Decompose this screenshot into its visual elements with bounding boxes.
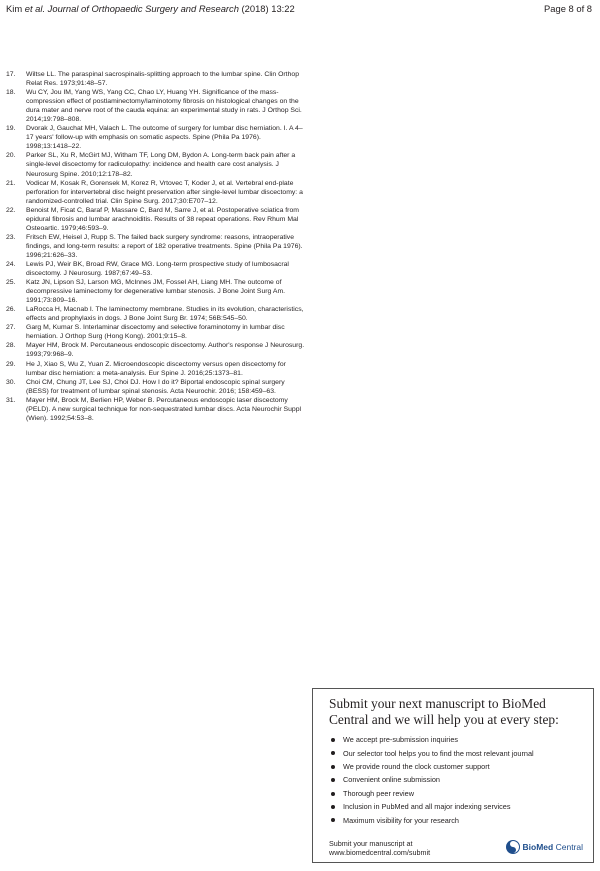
ad-bullet-item: [329, 773, 583, 786]
reference-number: 31.: [6, 396, 16, 404]
bullet-icon: [331, 778, 335, 782]
reference-text: Mayer HM, Brock M. Percutaneous endoscopic discectomy. Author's response J Neurosurg. 1993;79:968–9.: [26, 342, 305, 359]
reference-text: Wiltse LL. The paraspinal sacrospinalis-splitting approach to the lumbar spine. Clin Orthop Relat Res. 1973;91:48–57.: [26, 71, 300, 88]
reference-number: 18.: [6, 89, 16, 97]
reference-list: [6, 70, 306, 423]
reference-item: [6, 70, 306, 88]
logo-text-rest: Central: [553, 842, 583, 852]
reference-item: [6, 305, 306, 323]
ad-bullet-item: [329, 787, 583, 800]
ad-bullet-item: [329, 814, 583, 827]
bullet-icon: [331, 738, 335, 742]
bullet-icon: [331, 751, 335, 755]
submit-info: [329, 839, 430, 857]
reference-number: 24.: [6, 260, 16, 268]
biomed-logo-icon: [505, 839, 521, 855]
reference-text: LaRocca H, Macnab I. The laminectomy membrane. Studies in its evolution, characteristics, effects and prophylaxis in dogs. J Bone Joint Surg Br. 1974; 56B:545–50.: [26, 306, 304, 323]
ad-bullet-text: Maximum visibility for your research: [343, 815, 459, 825]
ad-bullet-item: [329, 733, 583, 746]
biomed-central-logo: [505, 839, 583, 855]
header-author: Kim: [6, 3, 25, 14]
submit-url-link[interactable]: www.biomedcentral.com/submit: [329, 848, 431, 857]
reference-item: [6, 179, 306, 206]
reference-text: Garg M, Kumar S. Interlaminar discectomy and selective foraminotomy in lumbar disc herniation. J Orthop Surg (Hong Kong). 2001;9:15–8.: [26, 324, 285, 341]
reference-number: 30.: [6, 378, 16, 386]
reference-item: [6, 278, 306, 305]
reference-text: Lewis PJ, Weir BK, Broad RW, Grace MG. Long-term prospective study of lumbosacral discectomy. J Neurosurg. 1987;67:49–53.: [26, 260, 289, 278]
header-journal: Journal of Orthopaedic Surgery and Research: [45, 3, 239, 14]
bullet-icon: [331, 805, 335, 809]
reference-number: 27.: [6, 324, 16, 332]
reference-item: [6, 341, 306, 359]
reference-text: Fritsch EW, Heisel J, Rupp S. The failed back surgery syndrome: reasons, intraoperative findings, and long-term results: a report of 182 operative treatments. Spine (Phila Pa 1976). 1996;21:626–33.: [26, 233, 303, 259]
reference-number: 28.: [6, 342, 16, 350]
ad-bullet-item: [329, 800, 583, 813]
ad-bullet-text: Our selector tool helps you to find the most relevant journal: [343, 748, 534, 758]
reference-number: 21.: [6, 179, 16, 187]
reference-text: Katz JN, Lipson SJ, Larson MG, McInnes JM, Fossel AH, Liang MH. The outcome of decompressive laminectomy for degenerative lumbar stenosis. J Bone Joint Surg Am. 1991;73:809–16.: [26, 279, 286, 305]
reference-text: Parker SL, Xu R, McGirt MJ, Witham TF, Long DM, Bydon A. Long-term back pain after a single-level discectomy for radiculopathy: incidence and health care cost analysis. J Neurosurg Spine. 2010;12:178–82.: [26, 152, 296, 178]
reference-number: 22.: [6, 206, 16, 214]
bullet-icon: [331, 818, 335, 822]
reference-item: [6, 233, 306, 260]
biomed-central-ad-box: [312, 688, 594, 863]
reference-text: He J, Xiao S, Wu Z, Yuan Z. Microendoscopic discectomy versus open discectomy for lumbar disc herniation: a meta-analysis. Eur Spine J. 2016;25:1373–81.: [26, 360, 286, 377]
logo-bold-text: BioMed: [522, 842, 554, 852]
ad-bullet-text: Inclusion in PubMed and all major indexing services: [343, 802, 511, 812]
ad-bullet-list: [329, 733, 583, 827]
reference-item: [6, 360, 306, 378]
reference-text: Wu CY, Jou IM, Yang WS, Yang CC, Chao LY, Huang YH. Significance of the mass-compression effect of postlaminectomy/laminotomy fibrosis on histological changes on the dura mater and nerve root of the cauda equina: an experimental study in rats. J Orthop Sci. 2014;19:798–808.: [26, 89, 302, 124]
bullet-icon: [331, 765, 335, 769]
ad-bullet-text: Thorough peer review: [343, 788, 414, 798]
reference-text: Benoist M, Ficat C, Baraf P, Massare C, Bard M, Sarre J, et al. Postoperative sciatica from epidural fibrosis and lumbar arachnoiditis. Results of 38 repeat operations. Rev Rhum Mal Osteoartic. 1979;46:593–9.: [26, 206, 299, 232]
reference-number: 17.: [6, 71, 16, 78]
reference-number: 26.: [6, 306, 16, 314]
reference-item: [6, 260, 306, 278]
reference-text: Vodicar M, Kosak R, Gorensek M, Korez R, Vrtovec T, Koder J, et al. Vertebral end-plate perforation for intervertebral disc height preservation after single-level lumbar discectomy: a randomized-controlled trial. Clin Spine Surg. 2017;30:E707–12.: [26, 179, 303, 205]
reference-number: 23.: [6, 233, 16, 241]
reference-number: 19.: [6, 125, 16, 133]
reference-item: [6, 151, 306, 178]
bullet-icon: [331, 792, 335, 796]
ad-bullet-text: We accept pre-submission inquiries: [343, 735, 459, 745]
reference-item: [6, 206, 306, 233]
ad-bullet-text: We provide round the clock customer support: [343, 762, 490, 771]
reference-item: [6, 88, 306, 124]
ad-bullet-item: [329, 760, 583, 773]
reference-item: [6, 378, 306, 396]
reference-number: 25.: [6, 279, 16, 287]
reference-item: [6, 396, 306, 423]
ad-title: Submit your next manuscript to BioMed Central and we will help you at every step:: [329, 696, 559, 727]
ad-bullet-text: Convenient online submission: [343, 775, 440, 785]
reference-number: 29.: [6, 360, 16, 368]
reference-item: [6, 323, 306, 341]
reference-text: Choi CM, Chung JT, Lee SJ, Choi DJ. How I do it? Biportal endoscopic spinal surgery (BESS) for treatment of lumbar spinal stenosis. Acta Neurochir. 2016; 158:459–63.: [26, 378, 285, 395]
header-et-al: et al.: [24, 3, 46, 14]
reference-text: Mayer HM, Brock M, Berlien HP, Weber B. Percutaneous endoscopic laser discectomy (PELD). A new surgical technique for non-sequestrated lumbar discs. Acta Neurochir Suppl (Wien). 1992;54:53–8.: [26, 396, 302, 422]
running-header: [6, 3, 295, 14]
header-year-volume: (2018) 13:22: [238, 3, 295, 14]
reference-text: Dvorak J, Gauchat MH, Valach L. The outcome of surgery for lumbar disc herniation. I. A 4–17 years' follow-up with emphasis on somatic aspects. Spine (Phila Pa 1976). 1998;13:1418–22.: [26, 125, 303, 151]
ad-bullet-item: [329, 747, 583, 760]
page-number: Page 8 of 8: [544, 3, 592, 14]
reference-number: 20.: [6, 152, 16, 160]
reference-item: [6, 124, 306, 151]
submit-text: Submit your manuscript at: [329, 839, 413, 848]
